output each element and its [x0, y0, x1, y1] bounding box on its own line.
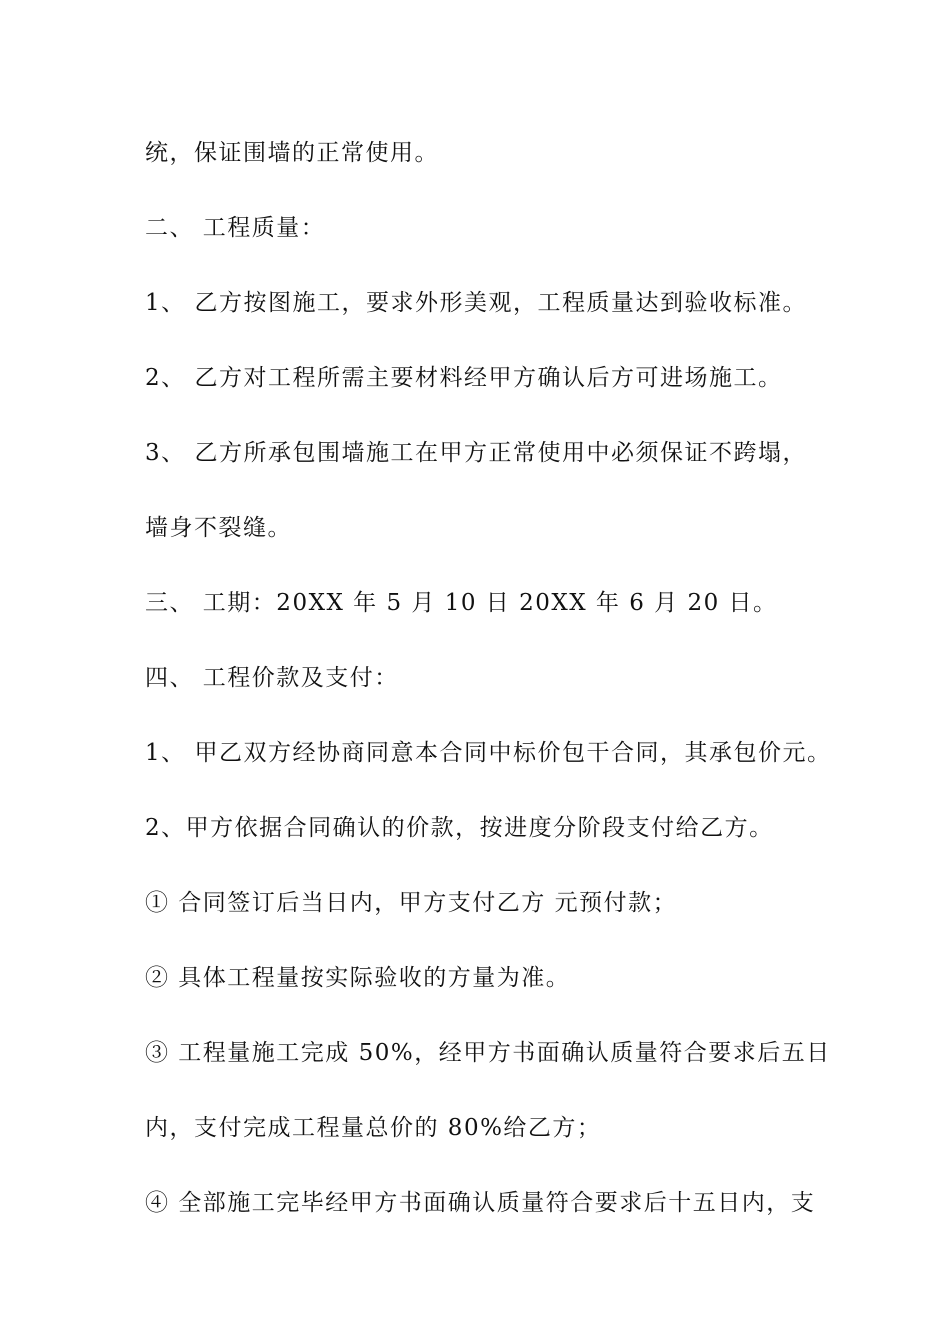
- text-line: 2、 乙方对工程所需主要材料经甲方确认后方可进场施工。: [145, 365, 783, 391]
- text-line: 2、甲方依据合同确认的价款，按进度分阶段支付给乙方。: [145, 815, 774, 841]
- text-line: ① 合同签订后当日内，甲方支付乙方 元预付款；: [145, 890, 678, 916]
- text-line: ② 具体工程量按实际验收的方量为准。: [145, 965, 571, 991]
- text-line: 1、 甲乙双方经协商同意本合同中标价包干合同，其承包价元。: [145, 740, 832, 766]
- section-heading: 二、 工程质量：: [145, 215, 326, 241]
- text-line: 统，保证围墙的正常使用。: [145, 140, 439, 166]
- section-heading: 三、 工期：20XX 年 5 月 10 日 20XX 年 6 月 20 日。: [145, 590, 778, 616]
- text-line: ④ 全部施工完毕经甲方书面确认质量符合要求后十五日内，支: [145, 1190, 816, 1216]
- text-line: ③ 工程量施工完成 50%，经甲方书面确认质量符合要求后五日: [145, 1040, 831, 1066]
- text-line: 1、 乙方按图施工，要求外形美观，工程质量达到验收标准。: [145, 290, 807, 316]
- text-line: 墙身不裂缝。: [145, 515, 292, 541]
- text-line: 3、 乙方所承包围墙施工在甲方正常使用中必须保证不跨塌，: [145, 440, 807, 466]
- text-line: 内，支付完成工程量总价的 80%给乙方；: [145, 1115, 602, 1141]
- section-heading: 四、 工程价款及支付：: [145, 665, 399, 691]
